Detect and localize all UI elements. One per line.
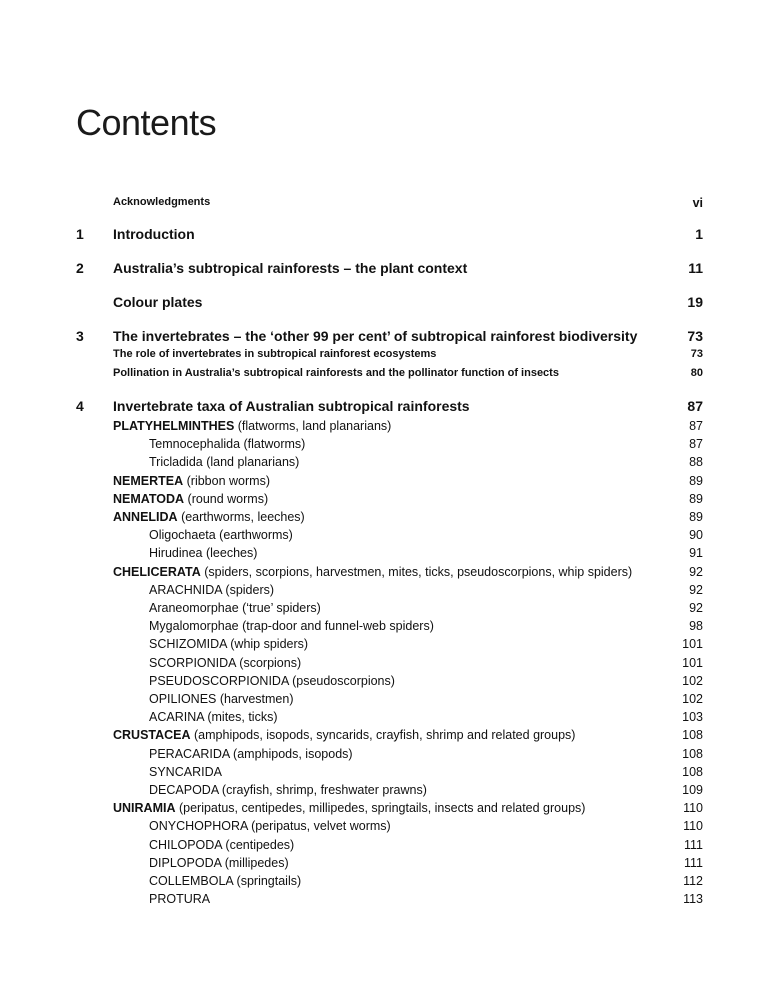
- toc-entry-label: [149, 765, 222, 779]
- taxon-description: Hirudinea (leeches): [149, 546, 258, 561]
- toc-entry-page: 87: [689, 437, 703, 452]
- toc-chapter-3[interactable]: [0, 328, 778, 346]
- toc-entry-page: 102: [682, 692, 703, 706]
- toc-taxon-subgroup[interactable]: [0, 765, 778, 783]
- taxon-description: Mygalomorphae (trap-door and funnel-web spiders): [149, 619, 434, 634]
- chapter-number: 3: [76, 328, 84, 344]
- toc-entry-acknowledgments[interactable]: [0, 196, 778, 214]
- taxon-description: Tricladida (land planarians): [149, 455, 300, 470]
- toc-entry-label: Australia’s subtropical rainforests – the plant context: [113, 260, 468, 276]
- toc-entry-label: [149, 692, 294, 706]
- toc-entry-page: 98: [689, 619, 703, 634]
- toc-entry-page: 113: [683, 892, 703, 907]
- toc-entry-page: 110: [683, 801, 703, 816]
- taxon-description: PSEUDOSCORPIONIDA (pseudoscorpions): [149, 673, 395, 688]
- toc-taxon-group[interactable]: [0, 565, 778, 583]
- toc-taxon-subgroup[interactable]: [0, 637, 778, 655]
- chapter-number: 1: [76, 226, 84, 242]
- toc-entry-label: [149, 892, 210, 906]
- toc-entry-label: [113, 474, 270, 488]
- toc-entry-label: [149, 528, 293, 542]
- toc-entry-page: 89: [689, 473, 703, 488]
- taxon-description: ARACHNIDA (spiders): [149, 582, 275, 597]
- taxon-description: SYNCARIDA: [149, 764, 222, 779]
- taxon-name: CRUSTACEA: [113, 728, 191, 743]
- taxon-name: ANNELIDA: [113, 510, 178, 524]
- toc-entry-label: [149, 747, 353, 761]
- toc-entry-page: 73: [690, 348, 703, 360]
- taxon-description: ONYCHOPHORA (peripatus, velvet worms): [149, 819, 391, 834]
- toc-taxon-subgroup[interactable]: [0, 583, 778, 601]
- toc-entry-page: 80: [690, 367, 703, 379]
- toc-entry-label: [149, 656, 301, 670]
- toc-entry-label: [149, 856, 289, 870]
- toc-entry-page: 88: [689, 455, 703, 470]
- toc-entry-label: [113, 565, 632, 579]
- toc-entry-page: 111: [683, 855, 703, 870]
- taxon-description: (peripatus, centipedes, millipedes, springtails, insects and related groups): [175, 801, 586, 816]
- toc-taxon-subgroup[interactable]: [0, 874, 778, 892]
- toc-entry-page: 87: [689, 419, 703, 433]
- toc-entry-page: 92: [689, 564, 703, 579]
- chapter-number: 2: [76, 260, 84, 276]
- toc-entry-label: Introduction: [113, 226, 195, 242]
- taxon-description: (flatworms, land planarians): [234, 419, 392, 433]
- toc-entry-page: 92: [689, 582, 703, 597]
- toc-entry-page: 101: [682, 655, 703, 670]
- toc-taxon-subgroup[interactable]: [0, 856, 778, 874]
- toc-entry-label: [149, 674, 395, 688]
- taxon-description: DIPLOPODA (millipedes): [149, 855, 289, 870]
- taxon-description: (amphipods, isopods, syncarids, crayfish, shrimp and related groups): [190, 728, 576, 743]
- toc-taxon-group[interactable]: [0, 728, 778, 746]
- taxon-name: PLATYHELMINTHES: [113, 419, 235, 433]
- chapter-number: 4: [76, 398, 84, 414]
- toc-entry-page: 101: [682, 637, 703, 652]
- toc-taxon-subgroup[interactable]: [0, 437, 778, 455]
- taxon-name: CHELICERATA: [113, 564, 201, 579]
- taxon-description: (spiders, scorpions, harvestmen, mites, ticks, pseudoscorpions, whip spiders): [200, 564, 633, 579]
- taxon-description: (ribbon worms): [183, 473, 270, 488]
- toc-entry-label: [149, 546, 257, 560]
- taxon-description: COLLEMBOLA (springtails): [149, 874, 302, 888]
- toc-taxon-subgroup[interactable]: [0, 710, 778, 728]
- toc-taxon-subgroup[interactable]: [0, 783, 778, 801]
- toc-entry-page: 91: [689, 546, 703, 561]
- taxon-description: SCHIZOMIDA (whip spiders): [149, 637, 309, 652]
- toc-entry-page: 111: [683, 837, 703, 852]
- toc-entry-label: [149, 601, 321, 615]
- toc-entry-label: [149, 874, 301, 888]
- taxon-description: Araneomorphae (‘true’ spiders): [149, 601, 321, 615]
- toc-entry-page: 108: [682, 746, 703, 761]
- toc-entry-label: [149, 783, 427, 797]
- toc-entry-page: 1: [695, 226, 703, 242]
- toc-entry-page: 92: [689, 601, 703, 615]
- taxon-description: Oligochaeta (earthworms): [149, 528, 293, 543]
- toc-entry-label: [113, 492, 268, 506]
- page-title: Contents: [76, 102, 217, 143]
- toc-entry-label: Acknowledgments: [113, 196, 211, 208]
- toc-chapter-4[interactable]: [0, 398, 778, 416]
- toc-entry-page: 87: [687, 398, 703, 414]
- toc-entry-label: [113, 801, 585, 815]
- toc-entry-page: 19: [687, 294, 703, 310]
- toc-colour-plates[interactable]: [0, 294, 778, 312]
- toc-entry-label: Invertebrate taxa of Australian subtropical rainforests: [113, 398, 470, 414]
- toc-taxon-subgroup[interactable]: [0, 601, 778, 619]
- toc-entry-page: 89: [689, 510, 703, 524]
- taxon-description: CHILOPODA (centipedes): [149, 837, 295, 852]
- taxon-name: UNIRAMIA: [113, 801, 176, 816]
- toc-entry-label: Colour plates: [113, 294, 203, 310]
- toc-entry-page: 110: [683, 819, 703, 834]
- taxon-description: SCORPIONIDA (scorpions): [149, 655, 302, 670]
- toc-taxon-group[interactable]: [0, 492, 778, 510]
- toc-entry-label: [149, 583, 274, 597]
- toc-entry-page: 11: [688, 260, 703, 276]
- toc-entry-page: 73: [687, 328, 703, 344]
- toc-section[interactable]: [0, 348, 778, 366]
- toc-taxon-subgroup[interactable]: [0, 528, 778, 546]
- toc-entry-label: The invertebrates – the ‘other 99 per cent’ of subtropical rainforest biodiversity: [113, 328, 638, 344]
- toc-taxon-subgroup[interactable]: [0, 838, 778, 856]
- toc-entry-page: 89: [689, 491, 703, 506]
- toc-entry-label: [149, 437, 305, 451]
- toc-entry-label: [113, 510, 305, 524]
- taxon-description: OPILIONES (harvestmen): [149, 692, 294, 706]
- toc-taxon-subgroup[interactable]: [0, 619, 778, 637]
- toc-entry-label: [149, 838, 294, 852]
- toc-taxon-subgroup[interactable]: [0, 747, 778, 765]
- toc-entry-label: [149, 637, 308, 651]
- toc-chapter-2[interactable]: [0, 260, 778, 278]
- toc-entry-page: 108: [682, 728, 703, 743]
- taxon-description: (round worms): [184, 491, 269, 506]
- toc-entry-page: 103: [682, 710, 703, 725]
- toc-chapter-1[interactable]: [0, 226, 778, 244]
- toc-taxon-subgroup[interactable]: [0, 546, 778, 564]
- toc-taxon-group[interactable]: [0, 419, 778, 437]
- taxon-description: PERACARIDA (amphipods, isopods): [149, 746, 353, 761]
- toc-entry-label: [149, 619, 434, 633]
- toc-taxon-group[interactable]: [0, 510, 778, 528]
- toc-entry-page: vi: [692, 196, 703, 210]
- toc-taxon-subgroup[interactable]: [0, 692, 778, 710]
- toc-entry-label: [113, 728, 575, 742]
- taxon-name: NEMERTEA: [113, 473, 184, 488]
- taxon-description: Temnocephalida (flatworms): [149, 437, 306, 452]
- toc-taxon-subgroup[interactable]: [0, 819, 778, 837]
- taxon-name: NEMATODA: [113, 491, 185, 506]
- toc-entry-label: Pollination in Australia’s subtropical rainforests and the pollinator function of insects: [113, 367, 559, 379]
- toc-entry-label: [149, 710, 278, 724]
- toc-entry-label: [149, 819, 391, 833]
- toc-entry-page: 108: [682, 764, 703, 779]
- taxon-description: ACARINA (mites, ticks): [149, 710, 278, 725]
- toc-entry-page: 90: [689, 528, 703, 543]
- taxon-description: DECAPODA (crayfish, shrimp, freshwater prawns): [149, 783, 427, 797]
- toc-taxon-group[interactable]: [0, 474, 778, 492]
- toc-taxon-group[interactable]: [0, 801, 778, 819]
- toc-entry-page: 102: [682, 673, 703, 688]
- toc-entry-label: [149, 455, 299, 469]
- toc-taxon-subgroup[interactable]: [0, 892, 778, 910]
- toc-entry-page: 112: [683, 874, 703, 888]
- taxon-description: (earthworms, leeches): [177, 510, 305, 524]
- toc-taxon-subgroup[interactable]: [0, 455, 778, 473]
- toc-entry-label: The role of invertebrates in subtropical rainforest ecosystems: [113, 348, 437, 360]
- toc-entry-page: 109: [682, 783, 703, 797]
- toc-entry-label: [113, 419, 391, 433]
- toc-section[interactable]: [0, 367, 778, 385]
- taxon-description: PROTURA: [149, 892, 211, 907]
- toc-taxon-subgroup[interactable]: [0, 656, 778, 674]
- toc-taxon-subgroup[interactable]: [0, 674, 778, 692]
